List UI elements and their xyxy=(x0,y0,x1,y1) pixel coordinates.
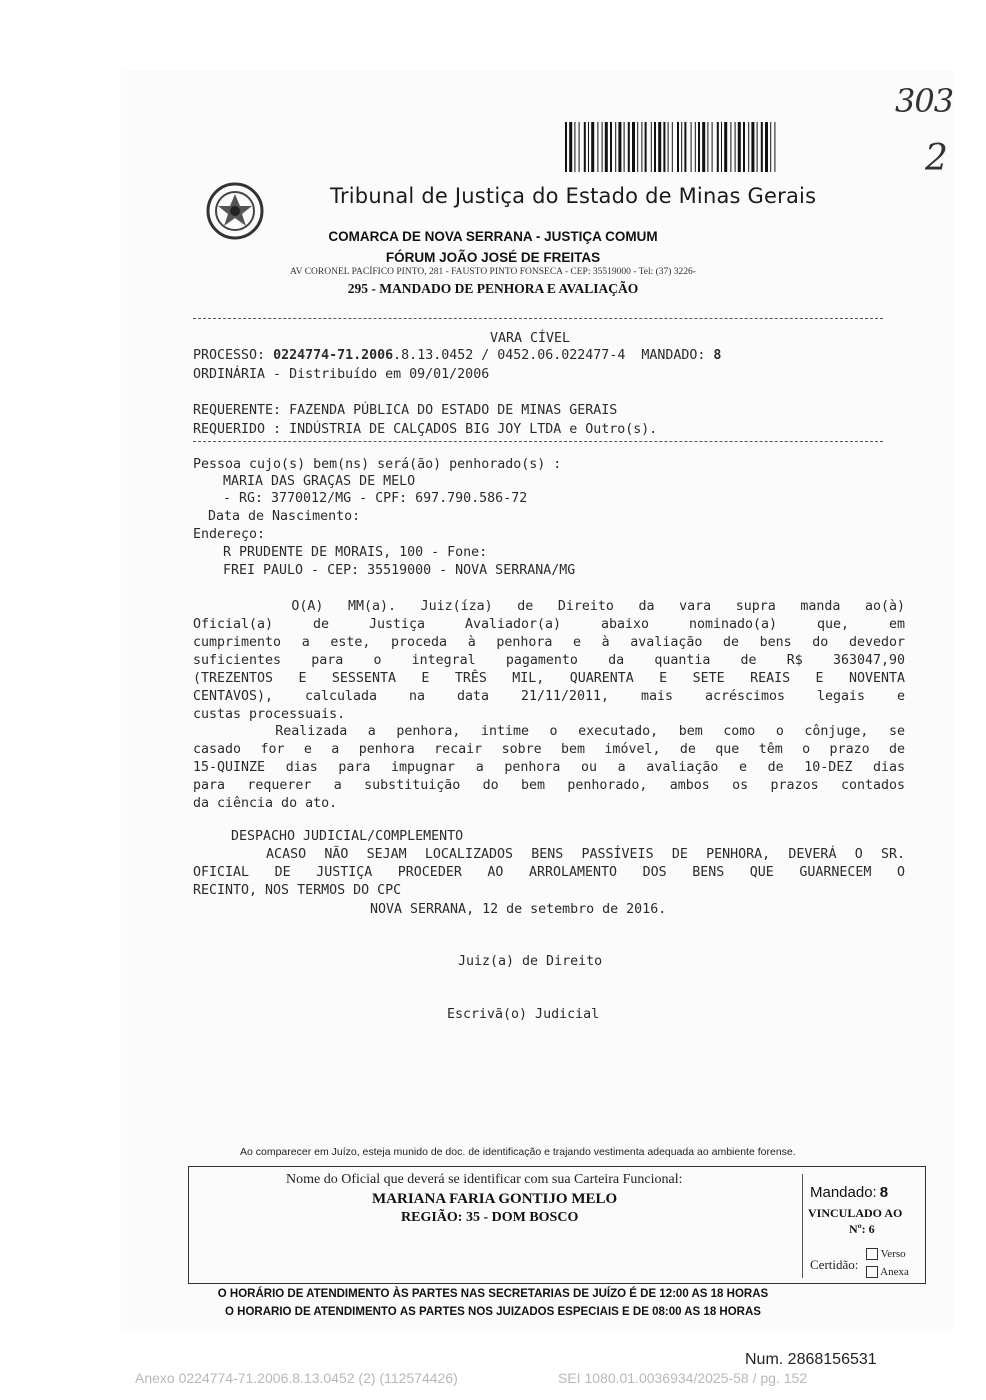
judge-signature-label: Juiz(a) de Direito xyxy=(458,954,603,969)
paragraph-line: suficientes para o integral pagamento da quantia de R$ 363047,90 xyxy=(193,653,905,668)
paragraph-line: RECINTO, NOS TERMOS DO CPC xyxy=(193,883,402,898)
date-line: NOVA SERRANA, 12 de setembro de 2016. xyxy=(370,902,667,917)
certidao-label: Certidão: xyxy=(810,1257,859,1272)
paragraph-line: ACASO NÃO SEJAM LOCALIZADOS BENS PASSÍVEIS DE PENHORA, DEVERÁ O SR. xyxy=(193,847,905,862)
paragraph-line: (TREZENTOS E SESSENTA E TRÊS MIL, QUARENTA E SETE REAIS E NOVENTA xyxy=(193,671,905,686)
despacho-text xyxy=(193,846,905,900)
paragraph-line: custas processuais. xyxy=(193,707,346,722)
barcode-icon xyxy=(563,120,779,174)
paragraph-line: da ciência do ato. xyxy=(193,796,338,811)
paragraph-line: 15-QUINZE dias para impugnar a penhora ou a avaliação e de 10-DEZ dias xyxy=(193,760,905,775)
document-number: Num. 2868156531 xyxy=(745,1351,877,1368)
forum-heading: FÓRUM JOÃO JOSÉ DE FREITAS xyxy=(385,250,601,265)
paragraph-line: O(A) MM(a). Juiz(íza) de Direito da vara supra manda ao(à) xyxy=(193,599,905,614)
requerente-line: REQUERENTE: FAZENDA PÚBLICA DO ESTADO DE MINAS GERAIS xyxy=(193,403,618,418)
verso-label: Verso xyxy=(880,1248,906,1260)
box-divider xyxy=(802,1174,803,1278)
person-ids: - RG: 3770012/MG - CPF: 697.790.586-72 xyxy=(223,491,528,506)
anexa-checkbox[interactable] xyxy=(866,1266,878,1278)
paragraph-line: Realizada a penhora, intime o executado, bem como o cônjuge, se xyxy=(193,724,905,739)
verso-checkbox[interactable] xyxy=(866,1248,878,1260)
handwritten-mark: 2 xyxy=(925,138,948,179)
handwritten-page-number: 303 xyxy=(895,82,954,120)
process-line xyxy=(193,347,721,364)
requerido-line: REQUERIDO : INDÚSTRIA DE CALÇADOS BIG JOY LTDA e Outro(s). xyxy=(193,422,658,437)
annex-reference: Anexo 0224774-71.2006.8.13.0452 (2) (112574426) xyxy=(135,1370,458,1386)
ordinaria-line: ORDINÁRIA - Distribuído em 09/01/2006 xyxy=(193,367,490,382)
verso-option[interactable] xyxy=(866,1248,906,1260)
process-label: PROCESSO: xyxy=(193,348,266,363)
dress-code-notice: Ao comparecer em Juízo, esteja munido de doc. de identificação e trajando vestimenta adequada ao ambiente forense. xyxy=(240,1146,796,1158)
paragraph-line: cumprimento a este, proceda à penhora e à avaliação de bens do devedor xyxy=(193,635,905,650)
paragraph-penhora xyxy=(193,723,905,813)
hours-line-1: O HORÁRIO DE ATENDIMENTO ÀS PARTES NAS SECRETARIAS DE JUÍZO É DE 12:00 AS 18 HORAS xyxy=(217,1288,769,1300)
person-name: MARIA DAS GRAÇAS DE MELO xyxy=(223,474,416,489)
box-mandado xyxy=(810,1184,888,1201)
hours-line-2-clip xyxy=(0,1306,986,1316)
vinculado-number: Nº: 6 xyxy=(849,1222,875,1236)
address-label: Endereço: xyxy=(193,527,266,542)
vara-label: VARA CÍVEL xyxy=(490,331,571,346)
paragraph-line: casado for e a penhora recair sobre bem imóvel, de que têm o prazo de xyxy=(193,742,905,757)
document-type-heading: 295 - MANDADO DE PENHORA E AVALIAÇÃO xyxy=(347,281,639,296)
officer-label: Nome do Oficial que deverá se identificar com sua Carteira Funcional: xyxy=(286,1172,683,1187)
box-mandado-label: Mandado: xyxy=(810,1184,877,1201)
despacho-title: DESPACHO JUDICIAL/COMPLEMENTO xyxy=(231,829,464,844)
dashed-divider xyxy=(193,441,883,442)
address-line-2: FREI PAULO - CEP: 35519000 - NOVA SERRANA/MG xyxy=(223,563,576,578)
paragraph-line: CENTAVOS), calculada na data 21/11/2011, mais acréscimos legais e xyxy=(193,689,905,704)
person-intro: Pessoa cujo(s) bem(ns) será(ão) penhorado(s) : xyxy=(193,457,562,472)
officer-region: REGIÃO: 35 - DOM BOSCO xyxy=(401,1210,579,1225)
mandado-number: 8 xyxy=(713,348,722,363)
hours-line-2: O HORÁRIO DE ATENDIMENTO ÀS PARTES NOS JUIZADOS ESPECIAIS É DE 08:00 AS 18 HORAS xyxy=(225,1306,761,1316)
sei-reference: SEI 1080.01.0036934/2025-58 / pg. 152 xyxy=(558,1370,808,1386)
anexa-option[interactable] xyxy=(866,1266,909,1278)
dashed-divider xyxy=(193,318,883,319)
mandado-label: MANDADO: xyxy=(641,348,706,363)
paragraph-line: para requerer a substituição do bem penhorado, ambos os prazos contados xyxy=(193,778,905,793)
anexa-label: Anexa xyxy=(880,1266,909,1278)
paragraph-line: Oficial(a) de Justiça Avaliador(a) abaixo nominado(a) que, em xyxy=(193,617,905,632)
vinculado-label: VINCULADO AO xyxy=(808,1206,903,1220)
clerk-signature-label: Escrivã(o) Judicial xyxy=(447,1007,600,1022)
address-line-1: R PRUDENTE DE MORAIS, 100 - Fone: xyxy=(223,545,488,560)
process-number-bold: 0224774-71.2006 xyxy=(273,348,394,363)
process-number-rest: .8.13.0452 / 0452.06.022477-4 xyxy=(393,348,626,363)
court-title: Tribunal de Justiça do Estado de Minas Gerais xyxy=(330,184,817,208)
box-mandado-number: 8 xyxy=(879,1184,889,1201)
officer-name: MARIANA FARIA GONTIJO MELO xyxy=(372,1191,618,1207)
forum-address: AV CORONEL PACÍFICO PINTO, 281 - FAUSTO PINTO FONSECA - CEP: 35519000 - Tel: (37) 3226- xyxy=(290,267,696,277)
paragraph-line: OFICIAL DE JUSTIÇA PROCEDER AO ARROLAMENTO DOS BENS QUE GUARNECEM O xyxy=(193,865,905,880)
paragraph-order xyxy=(193,598,905,724)
birth-date-label: Data de Nascimento: xyxy=(208,509,361,524)
comarca-heading: COMARCA DE NOVA SERRANA - JUSTIÇA COMUM xyxy=(328,229,658,244)
